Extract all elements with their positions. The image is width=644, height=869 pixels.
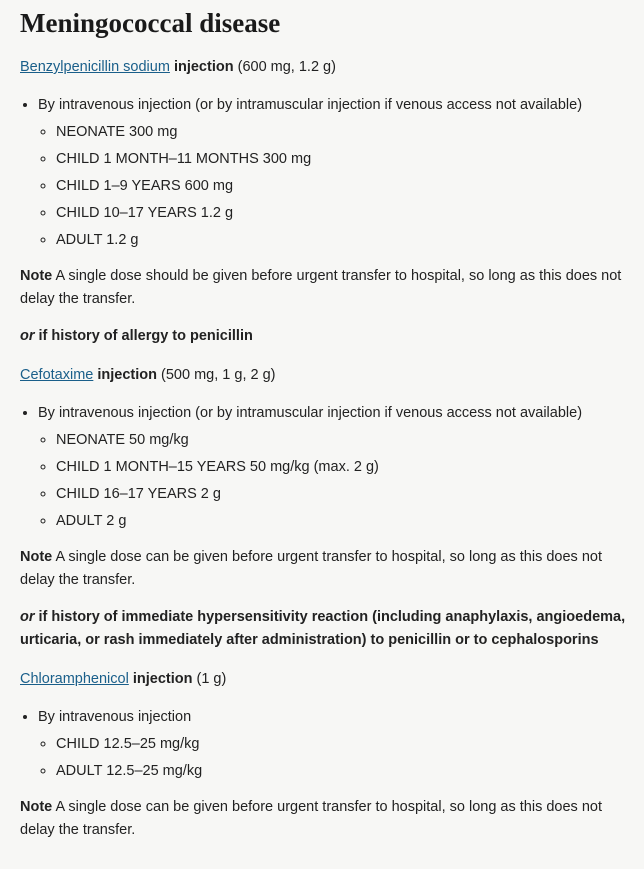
note [20,265,630,311]
dose-item: ◦ ADULT 1.2 g [56,229,630,252]
condition-text: if history of allergy to penicillin [38,328,253,344]
route-text: By intravenous injection (or by intramuscular injection if venous access not available) [38,97,583,113]
drug-line [20,668,630,691]
dose-item: ◦ CHILD 16–17 YEARS 2 g [56,483,630,506]
route-item [38,94,630,252]
drug-strengths: (500 mg, 1 g, 2 g) [161,367,276,383]
drug-link-cefotaxime[interactable]: Cefotaxime [20,367,94,383]
page-title: Meningococcal disease [20,8,281,38]
article [0,6,644,842]
dose-item: ◦ CHILD 1 MONTH–15 YEARS 50 mg/kg (max. 2 g) [56,456,630,479]
drug-line [20,364,630,387]
note-label: Note [20,799,53,815]
or-label: or [20,328,35,344]
note-text: A single dose can be given before urgent transfer to hospital, so long as this does not delay the transfer. [20,549,602,588]
dose-item: ◦ CHILD 10–17 YEARS 1.2 g [56,202,630,225]
dose-list [38,733,630,783]
note-label: Note [20,549,53,565]
route-item [38,402,630,533]
condition-text: if history of immediate hypersensitivity reaction (including anaphylaxis, angioedema, urticaria, or rash immediately after administration) to penicillin or to cephalosporins [20,609,626,648]
drug-form: injection [173,59,234,75]
route-list [20,402,630,533]
dose-item: ◦ CHILD 1 MONTH–11 MONTHS 300 mg [56,148,630,171]
dose-item: ◦ CHILD 1–9 YEARS 600 mg [56,175,630,198]
note [20,546,630,592]
route-text: By intravenous injection (or by intramuscular injection if venous access not available) [38,405,583,421]
note-label: Note [20,268,53,284]
drug-strengths: (600 mg, 1.2 g) [237,59,336,75]
dose-item: ◦ NEONATE 300 mg [56,121,630,144]
alternative-condition [20,606,630,652]
dose-item: ◦ ADULT 12.5–25 mg/kg [56,760,630,783]
drug-strengths: (1 g) [196,671,227,687]
drug-link-benzylpenicillin[interactable]: Benzylpenicillin sodium [20,59,170,75]
route-item [38,706,630,783]
dose-list [38,429,630,533]
alternative-condition [20,325,630,348]
dose-item: ◦ NEONATE 50 mg/kg [56,429,630,452]
route-text: By intravenous injection [38,709,192,725]
route-list [20,706,630,783]
note-text: A single dose should be given before urgent transfer to hospital, so long as this does not delay the transfer. [20,268,622,307]
dose-item: ◦ CHILD 12.5–25 mg/kg [56,733,630,756]
note [20,796,630,842]
or-label: or [20,609,35,625]
route-list [20,94,630,252]
dose-item: ◦ ADULT 2 g [56,510,630,533]
note-text: A single dose can be given before urgent transfer to hospital, so long as this does not delay the transfer. [20,799,602,838]
dose-list [38,121,630,252]
drug-form: injection [97,367,157,383]
drug-form: injection [132,671,193,687]
drug-line [20,56,630,79]
drug-link-chloramphenicol[interactable]: Chloramphenicol [20,671,129,687]
